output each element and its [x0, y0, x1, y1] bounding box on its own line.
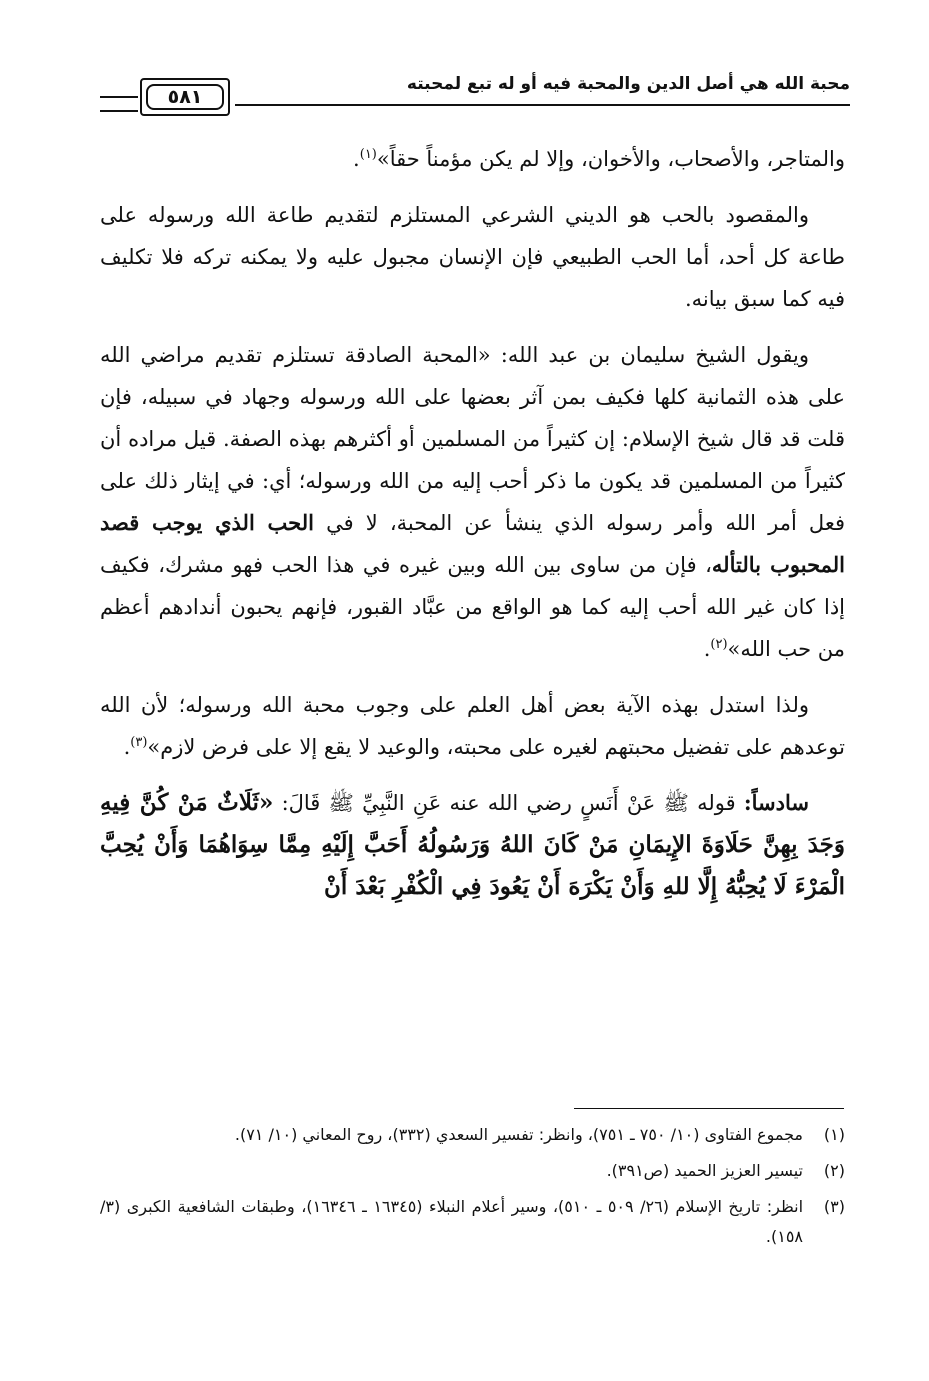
paragraph-5: [100, 782, 845, 908]
paragraph-4: [100, 684, 845, 768]
footnote-ref-2: (٢): [710, 637, 728, 652]
paragraph-2: والمقصود بالحب هو الديني الشرعي المستلزم لتقديم طاعة الله ورسوله على طاعة كل أحد، أما الحب الطبيعي فإن الإنسان مجبول عليه ولا يمكنه تركه فلا تكليف فيه كما سبق بيانه.: [100, 203, 845, 311]
hadith-text: «ثَلَاثٌ مَنْ كُنَّ فِيهِ وَجَدَ بِهِنَّ حَلَاوَةَ الإِيمَانِ مَنْ كَانَ اللهُ وَرَسُولُهُ أَحَبَّ إِلَيْهِ مِمَّا سِوَاهُمَا وَأَنْ يُحِبَّ الْمَرْءَ لَا يُحِبُّهُ إِلَّا للهِ وَأَنْ يَكْرَهَ أَنْ يَعُودَ فِي الْكُفْرِ بَعْدَ أَنْ: [100, 789, 845, 900]
paragraph-3-text-cont: ، فإن من ساوى بين الله وبين غيره في هذا الحب فهو مشرك، فكيف إذا كان غير الله أحب إليه كما هو الواقع من عبَّاد القبور، فإنهم يحبون أندادهم أعظم من حب الله»: [100, 553, 845, 661]
section-label: سادساً:: [743, 790, 809, 815]
footnote-text: تيسير العزيز الحميد (ص٣٩١).: [606, 1161, 803, 1180]
paragraph-1-text: والمتاجر، والأصحاب، والأخوان، وإلا لم يكن مؤمناً حقاً»: [376, 147, 845, 171]
paragraph-4-end: .: [123, 735, 131, 759]
hadith-intro: قوله ﷺ عَنْ أَنَسٍ رضي الله عنه عَنِ النَّبِيِّ ﷺ قَالَ:: [281, 791, 736, 815]
paragraph-1-end: .: [353, 147, 360, 171]
footnote-separator: [574, 1108, 844, 1109]
footnote-ref-3: (٣): [130, 735, 148, 750]
page-header: [100, 68, 850, 128]
paragraph-3-end: .: [703, 637, 711, 661]
page-number-frame: [140, 78, 230, 116]
running-title: محبة الله هي أصل الدين والمحبة فيه أو له تبع لمحبته: [406, 74, 850, 94]
header-rule: [235, 104, 850, 106]
footnotes: [100, 1120, 845, 1258]
paragraph-3-text: ويقول الشيخ سليمان بن عبد الله: «المحبة الصادقة تستلزم تقديم مراضي الله على هذه الثمانية كلها فكيف بمن آثر بعضها على الله ورسوله وجهاد في سبيله، فإن قلت قد قال شيخ الإسلام: إن كثيراً من المسلمين أو أكثرهم بهذه الصفة. قيل مراده أن كثيراً من المسلمين قد يكون ما ذكر أحب إليه من الله ورسوله؛ أي: في إيثار ذلك على فعل أمر الله وأمر رسوله الذي ينشأ عن المحبة، لا في: [100, 343, 845, 535]
paragraph-3-bold: الحب الذي يوجب قصد المحبوب بالتأله: [100, 510, 846, 577]
paragraph-1: [100, 138, 845, 180]
footnote-text: انظر: تاريخ الإسلام (٢٦/ ٥٠٩ ـ ٥١٠)، وسير أعلام النبلاء (١٦٣٤٥ ـ ١٦٣٤٦)، وطبقات الشافعية الكبرى (٣/ ١٥٨).: [100, 1197, 804, 1246]
page-number: ٥٨١: [146, 84, 224, 110]
footnote-item: [100, 1156, 845, 1186]
footnote-number: (١): [823, 1125, 845, 1144]
page-number-ornament: [100, 96, 138, 112]
footnote-number: (٣): [823, 1197, 845, 1216]
footnote-item: [100, 1120, 845, 1150]
paragraph-3: [100, 334, 845, 670]
paragraph-4-text: ولذا استدل بهذه الآية بعض أهل العلم على وجوب محبة الله ورسوله؛ لأن الله توعدهم على تفضيل محبتهم لغيره على محبته، والوعيد لا يقع إلا على فرض لازم»: [100, 693, 845, 759]
footnote-text: مجموع الفتاوى (١٠/ ٧٥٠ ـ ٧٥١)، وانظر: تفسير السعدي (٣٣٢)، روح المعاني (١٠/ ٧١).: [234, 1125, 803, 1144]
footnote-ref-1: (١): [359, 147, 377, 162]
main-text: [100, 138, 845, 922]
footnote-number: (٢): [823, 1161, 845, 1180]
footnote-item: [100, 1192, 845, 1252]
